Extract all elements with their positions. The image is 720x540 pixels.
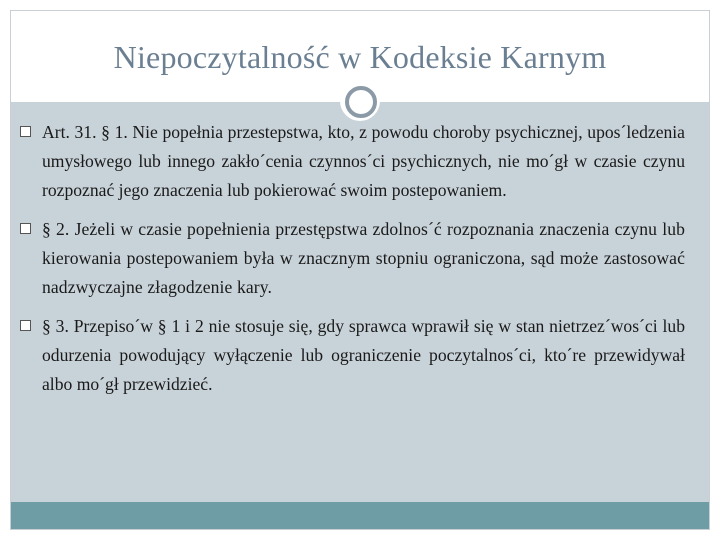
content-body [20,118,685,409]
square-bullet-icon [20,126,31,137]
footer-bar [11,502,709,529]
square-bullet-icon [20,320,31,331]
paragraph-2 [20,215,685,302]
paragraph-3-text: § 3. Przepiso´w § 1 i 2 nie stosuje się, gdy sprawca wprawił się w stan nietrzez´wos´ci lub odurzenia powodujący wyłączenie lub ograniczenie poczytalnos´ci, kto´re przewidywał albo mo´gł przewidzieć. [42,316,685,394]
paragraph-1 [20,118,685,205]
paragraph-3 [20,312,685,399]
square-bullet-icon [20,223,31,234]
slide-title: Niepoczytalność w Kodeksie Karnym [113,39,607,75]
paragraph-2-text: § 2. Jeżeli w czasie popełnienia przestępstwa zdolnos´ć rozpoznania znaczenia czynu lub kierowania postepowaniem była w znacznym stopniu ograniczona, sąd może zastosować nadzwyczajne złagodzenie kary. [42,219,685,297]
ring-icon [345,86,377,118]
paragraph-1-text: Art. 31. § 1. Nie popełnia przestepstwa, kto, z powodu choroby psychicznej, upos´ledzenia umysłowego lub innego zakło´cenia czynnos´ci psychicznych, nie mo´gł w czasie czynu rozpoznać jego znaczenia lub pokierować swoim postepowaniem. [42,122,685,200]
